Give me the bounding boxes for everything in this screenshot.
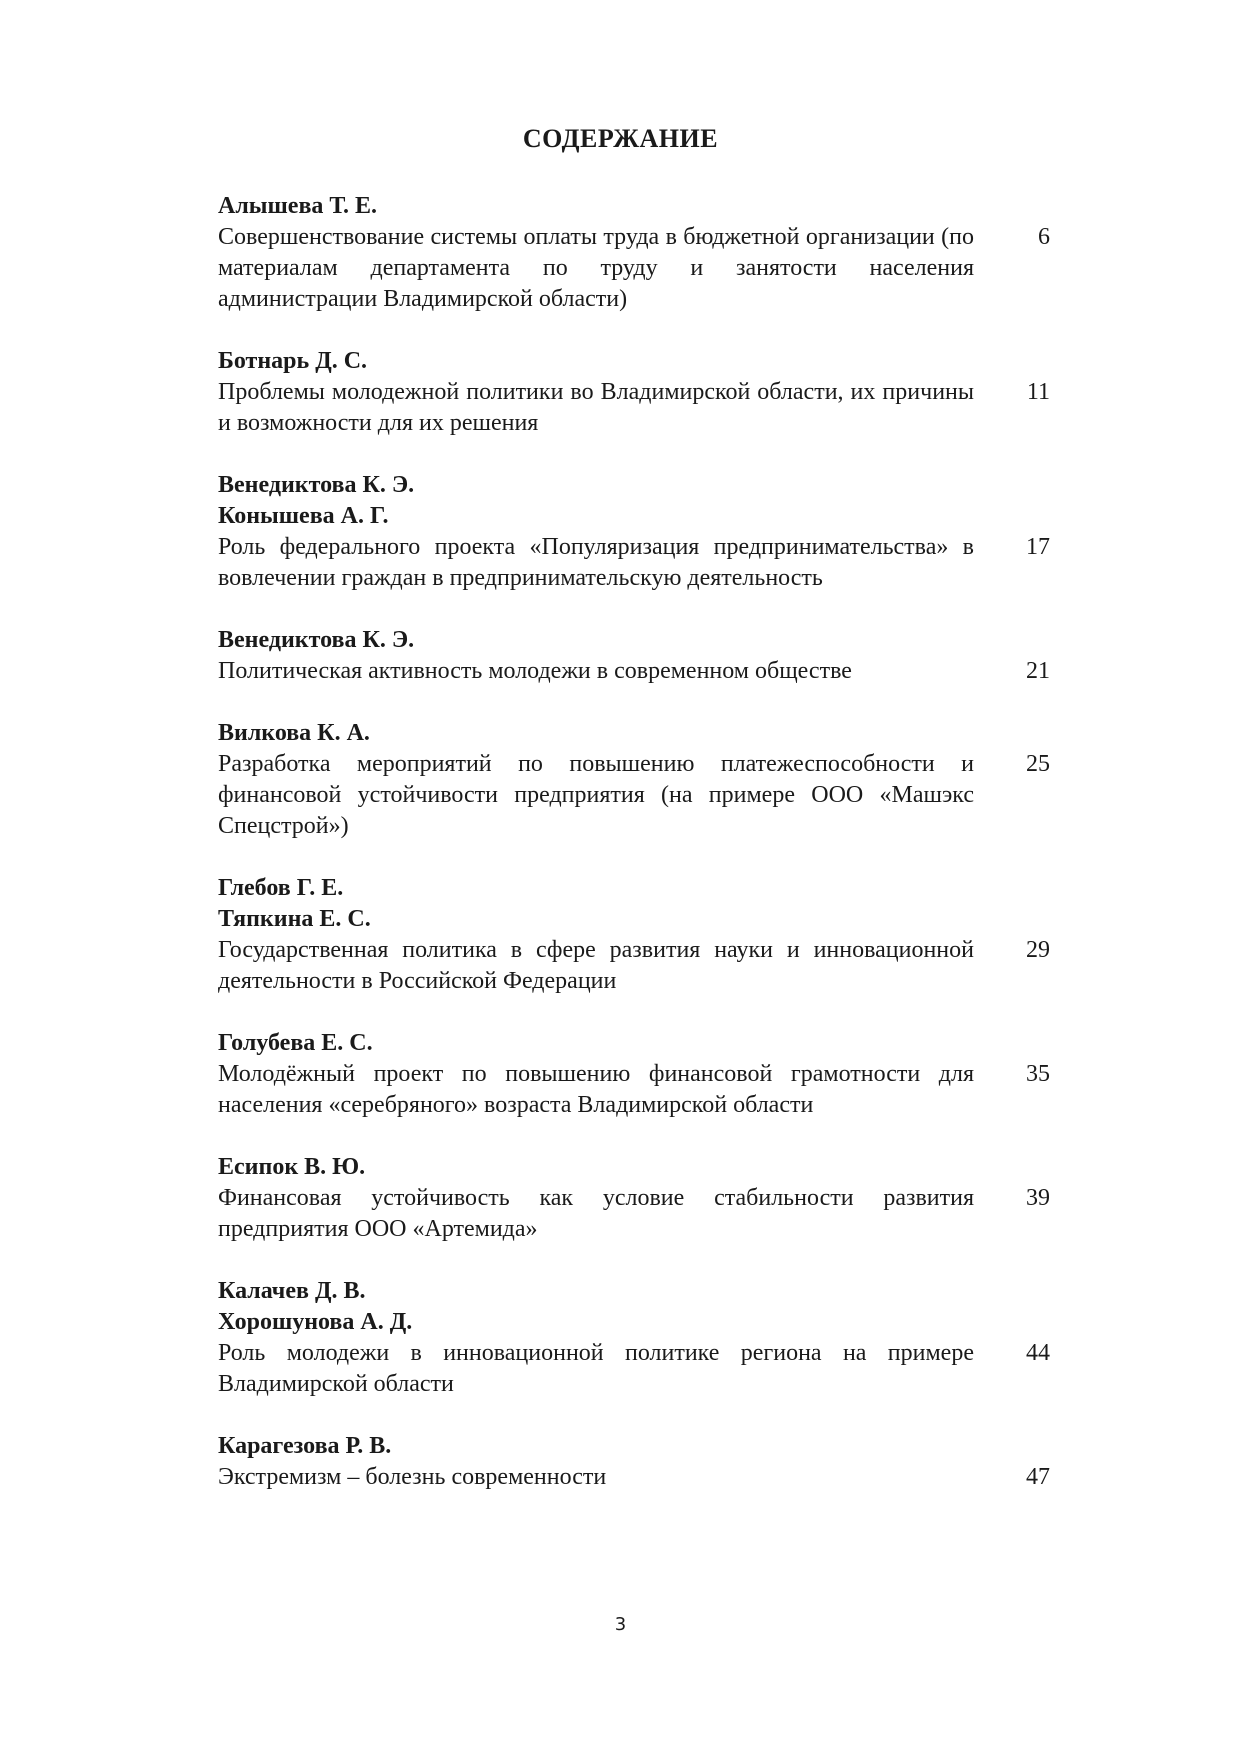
entry-author: Голубева Е. С.: [218, 1030, 373, 1056]
entry-authors: [218, 625, 1050, 656]
entry-authors: [218, 718, 1050, 749]
toc-entry: [218, 470, 1050, 594]
entry-authors: [218, 1431, 1050, 1462]
entry-page-number: 25: [1026, 751, 1050, 777]
toc-entry: [218, 625, 1050, 687]
entry-title: Экстремизм – болезнь современности: [218, 1464, 607, 1490]
entry-row: [218, 656, 1050, 687]
entry-page-number: 47: [1026, 1464, 1050, 1490]
toc-entry: [218, 346, 1050, 439]
entry-page-number: 11: [1026, 379, 1050, 405]
entry-row: [218, 377, 1050, 439]
entry-page-number: 39: [1026, 1185, 1050, 1211]
entry-authors: [218, 1152, 1050, 1183]
entry-title: Государственная политика в сфере развития науки и инновационной деятельности в Российской Федерации: [218, 937, 974, 994]
entry-row: [218, 532, 1050, 594]
entry-author: Калачев Д. В.: [218, 1278, 366, 1304]
entry-authors: [218, 346, 1050, 377]
entry-title: Роль федерального проекта «Популяризация предпринимательства» в вовлечении граждан в предпринимательскую деятельность: [218, 534, 974, 591]
toc-entry: [218, 718, 1050, 842]
toc-entry: [218, 1152, 1050, 1245]
entry-title: Совершенствование системы оплаты труда в бюджетной организации (по материалам департамента по труду и занятости населения администрации Владимирской области): [218, 224, 974, 312]
entry-row: [218, 935, 1050, 997]
entry-title: Молодёжный проект по повышению финансовой грамотности для населения «серебряного» возраста Владимирской области: [218, 1061, 974, 1118]
toc-entry: [218, 1028, 1050, 1121]
entry-title: Финансовая устойчивость как условие стабильности развития предприятия ООО «Артемида»: [218, 1185, 974, 1242]
entry-page-number: 44: [1026, 1340, 1050, 1366]
entry-title: Политическая активность молодежи в современном обществе: [218, 658, 852, 684]
entry-authors: [218, 873, 1050, 935]
entry-authors: [218, 191, 1050, 222]
toc-entry: [218, 1276, 1050, 1400]
entry-title: Проблемы молодежной политики во Владимирской области, их причины и возможности для их решения: [218, 379, 974, 436]
entry-author: Венедиктова К. Э.: [218, 472, 415, 498]
entry-authors: [218, 470, 1050, 532]
entry-page-number: 6: [1038, 224, 1050, 250]
entry-author: Алышева Т. Е.: [218, 193, 378, 219]
entry-title: Роль молодежи в инновационной политике региона на примере Владимирской области: [218, 1340, 974, 1397]
entry-page-number: 29: [1026, 937, 1050, 963]
entry-author: Венедиктова К. Э.: [218, 627, 415, 653]
entry-author: Ботнарь Д. С.: [218, 348, 368, 374]
entry-authors: [218, 1028, 1050, 1059]
entry-title: Разработка мероприятий по повышению платежеспособности и финансовой устойчивости предприятия (на примере ООО «Машэкс Спецстрой»): [218, 751, 974, 839]
entry-row: [218, 222, 1050, 315]
entry-row: [218, 1059, 1050, 1121]
entry-author: Есипок В. Ю.: [218, 1154, 366, 1180]
entry-page-number: 17: [1026, 534, 1050, 560]
toc-entry: [218, 1431, 1050, 1493]
entry-author: Карагезова Р. В.: [218, 1433, 392, 1459]
entry-authors: [218, 1276, 1050, 1338]
entry-author: Тяпкина Е. С.: [218, 906, 371, 932]
entry-page-number: 35: [1026, 1061, 1050, 1087]
entry-row: [218, 1183, 1050, 1245]
entry-author: Вилкова К. А.: [218, 720, 370, 746]
entry-row: [218, 749, 1050, 842]
entry-row: [218, 1462, 1050, 1493]
footer-page-number: 3: [614, 1614, 627, 1635]
toc-entry: [218, 873, 1050, 997]
entry-author: Хорошунова А. Д.: [218, 1309, 413, 1335]
entry-page-number: 21: [1026, 658, 1050, 684]
page-title: СОДЕРЖАНИЕ: [522, 124, 719, 153]
toc-entry: [218, 191, 1050, 315]
table-of-contents: [218, 191, 1050, 1524]
entry-author: Глебов Г. Е.: [218, 875, 344, 901]
entry-author: Конышева А. Г.: [218, 503, 389, 529]
entry-row: [218, 1338, 1050, 1400]
